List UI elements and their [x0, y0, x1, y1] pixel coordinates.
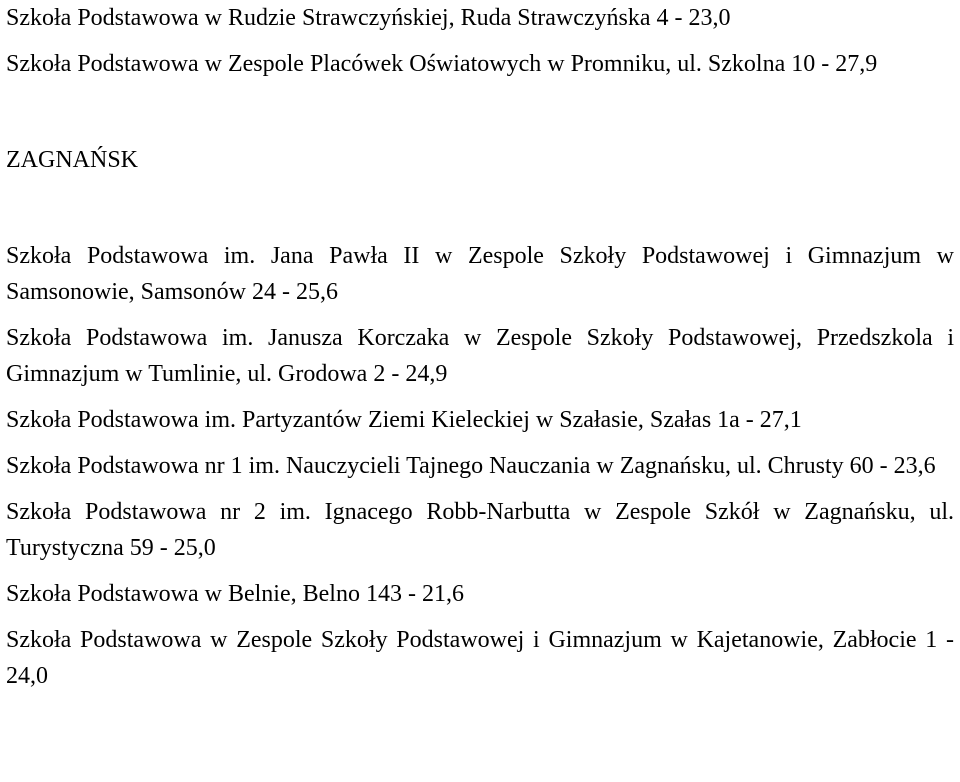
spacer [6, 36, 954, 46]
school-entry-ruda: Szkoła Podstawowa w Rudzie Strawczyńskiej, Ruda Strawczyńska 4 - 23,0 [6, 5, 731, 31]
school-entry-promnik: Szkoła Podstawowa w Zespole Placówek Oświatowych w Promniku, ul. Szkolna 10 - 27,9 [6, 51, 878, 77]
spacer [6, 392, 954, 402]
school-entry-zagnansk-2: Szkoła Podstawowa nr 2 im. Ignacego Robb-Narbutta w Zespole Szkół w Zagnańsku, ul. Turystyczna 59 - 25,0 [6, 499, 954, 561]
school-entry-tumlin: Szkoła Podstawowa im. Janusza Korczaka w Zespole Szkoły Podstawowej, Przedszkola i Gimnazjum w Tumlinie, ul. Grodowa 2 - 24,9 [6, 325, 954, 387]
section-heading: ZAGNAŃSK [6, 147, 138, 173]
spacer [6, 178, 954, 238]
school-entry-szalas: Szkoła Podstawowa im. Partyzantów Ziemi Kieleckiej w Szałasie, Szałas 1a - 27,1 [6, 407, 802, 433]
spacer [6, 484, 954, 494]
spacer [6, 566, 954, 576]
spacer [6, 438, 954, 448]
school-entry-belno: Szkoła Podstawowa w Belnie, Belno 143 - 21,6 [6, 581, 464, 607]
school-entry-samsonow: Szkoła Podstawowa im. Jana Pawła II w Zespole Szkoły Podstawowej i Gimnazjum w Samsonowie, Samsonów 24 - 25,6 [6, 243, 954, 305]
school-entry-kajetanow: Szkoła Podstawowa w Zespole Szkoły Podstawowej i Gimnazjum w Kajetanowie, Zabłocie 1 - 24,0 [6, 627, 954, 689]
spacer [6, 612, 954, 622]
school-entry-zagnansk-1: Szkoła Podstawowa nr 1 im. Nauczycieli Tajnego Nauczania w Zagnańsku, ul. Chrusty 60 - 23,6 [6, 453, 936, 479]
spacer [6, 82, 954, 142]
spacer [6, 310, 954, 320]
